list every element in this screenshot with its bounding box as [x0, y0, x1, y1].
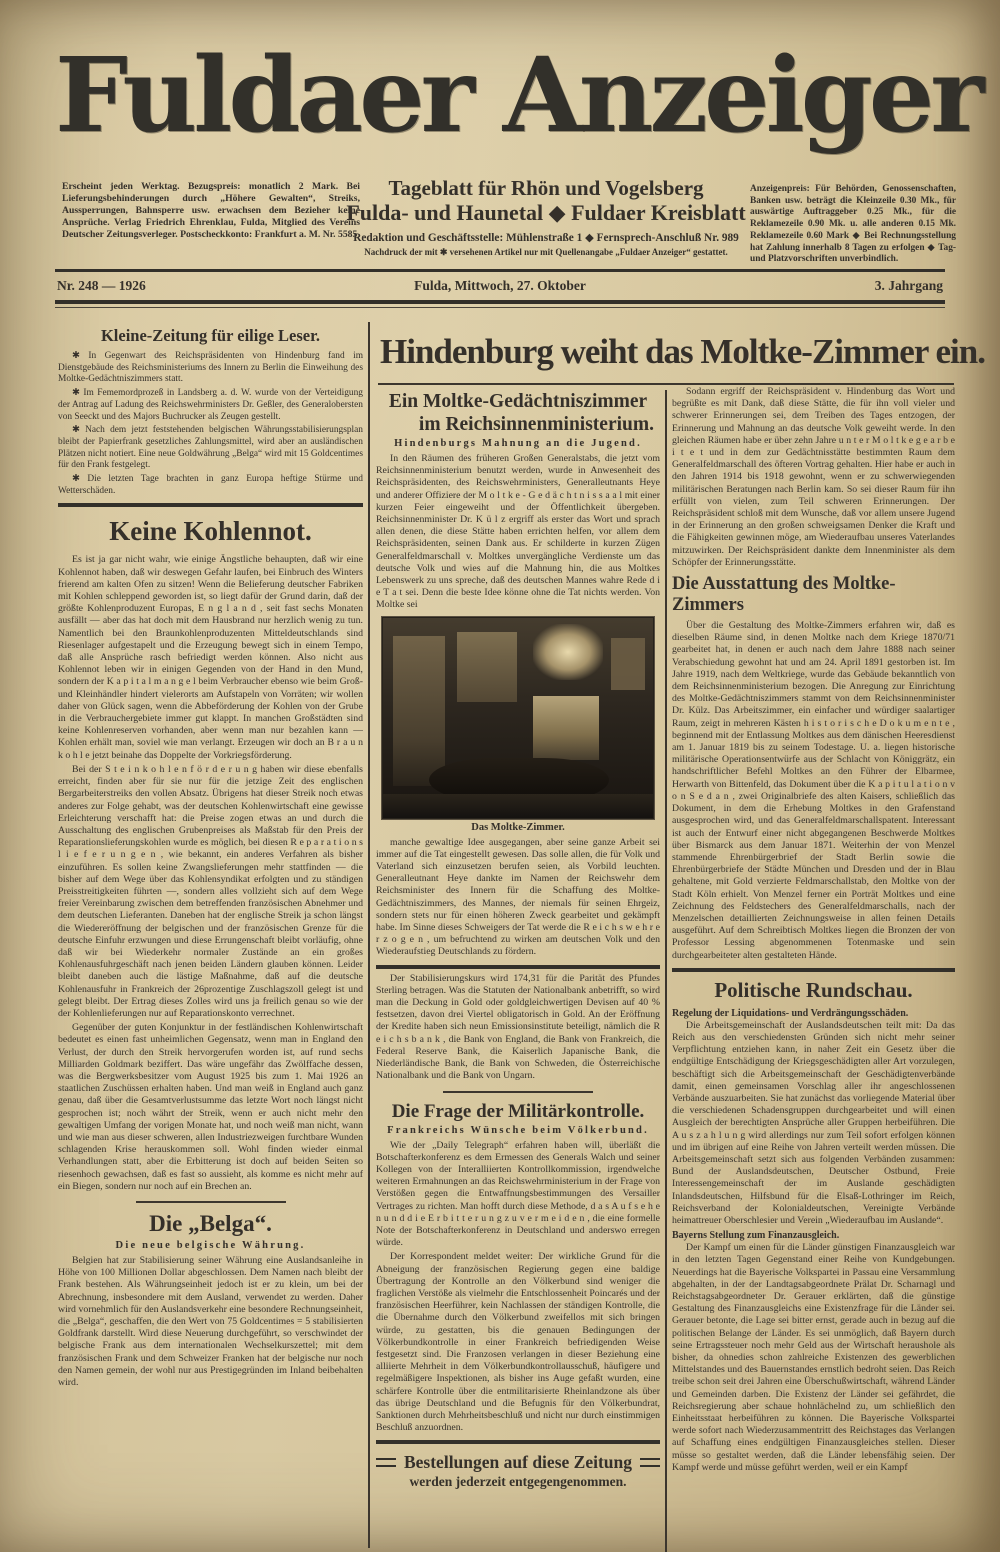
masthead-center — [332, 176, 760, 258]
photo-doorway — [393, 636, 445, 786]
ausstattung-heading: Die Ausstattung des Moltke-Zimmers — [672, 574, 896, 616]
article-paragraph: Der Kampf um einen für die Länder günstigen Finanzausgleich war in den letzten Tagen Gegenstand einer Reihe von Kundgebungen. Neuerdings hat die Bayerische Volkspartei in Passau eine Versammlung abgehalten, in der der Landtagsabgeordnete Prälat Dr. Scharnagl und Reichstagsabgeordneter Dr. Gerauer erklärten, daß die günstige Gestaltung des Finanzausgleichs eine Existenzfrage für die Länder sei. Gerauer betonte, die Lage sei bitter ernst, gerade auch in bezug auf die politischen Belange der Länder. Es sei unmöglich, daß Bayern durch seine Ertragssteuer noch mehr Geld aus der Wirtschaft heraushole als bisher, da ohnedies schon zahlreiche Existenzen des gewerblichen Mittelstandes und des Bauernstandes ernstlich bedroht seien. Das Reich treibe schon seit drei Jahren eine Überschußwirtschaft, während Länder und Gemeinden darben. Die Existenz der Länder sei gefährdet, die Reichsregierung aber schaue hohnlächelnd zu, um schließlich den Einheitsstaat herbeiführen zu können. Die Bayerische Volkspartei werde sofort nach Wiederzusammentritt des Reichstages das Verlangen auf Schaffung eines endgültigen Finanzausgleiches stellen. Dieser müsse so gestaltet werden, daß die Länder lebensfähig seien. Der Kampf werde und müsse geführt werden, weil er ein Kampf — [672, 1242, 955, 1473]
section-rule — [376, 1440, 660, 1444]
dash-ornament — [640, 1458, 660, 1467]
belga-article — [58, 1255, 363, 1389]
column-rule — [368, 322, 370, 1548]
ad-price-notice: Anzeigenpreis: Für Behörden, Genossenschaften, Banken usw. beträgt die Kleinzeile 0.30 Mk., für auswärtige Auftraggeber 0.25 Mk., für die Reklamezeile 0.90 Mk. u. alle anderen 0.15 Mk. Reklamezeile 0.60 Mark ◆ Bei Rechnungsstellung hat Zahlung innerhalb 8 Tagen zu erfolgen ◆ Tag- und Platzvorschriften unverbindlich. — [750, 184, 956, 265]
news-brief: ✱ Die letzten Tage brachten in ganz Europa heftige Stürme und Wetterschäden. — [58, 474, 363, 496]
separator-rule — [136, 1201, 286, 1203]
belga-subhead: Die neue belgische Währung. — [115, 1240, 306, 1251]
subscription-ad-line1: Bestellungen auf diese Zeitung — [403, 1452, 632, 1473]
photo-floor — [383, 794, 653, 818]
photo-portrait — [611, 638, 645, 690]
ausstattung-article — [672, 620, 955, 962]
article-paragraph: Bei der S t e i n k o h l e n f ö r d e r u n g haben wir diese ebenfalls erreicht, finden aber für sie nur für die jetzige Zeit des englischen Bergarbeiterstreiks den vollen Absatz. Übrigens hat dieser Streik noch etwas anderes zur Folge gehabt, was der deutschen Kohlenwirtschaft eine gewisse Erleichterung verschafft hat: die Preise zogen etwas an und durch die Ausschaltung des englischen Grubenpreises als Maßstab für den Preis der Reparationslieferungskohlen wurde es möglich, bei diesen R e p a r a t i o n s l i e f e r u n g e n , wie bekannt, ein anderes Verfahren als bisher einzuführen. Es sollen keine Zwangslieferungen mehr stattfinden — die bisher auf dem Wege über das Kohlensyndikat erfolgten und zu ständigen Preisstreitigkeiten führten —, sondern alles vollzieht sich auf dem Wege freier Vereinbarung zwischen dem betreffenden französischen Abnehmer und dem deutschen Lieferanten. Daneben hat der englische Streik ja schon längst die Wiedereröffnung der belgischen und der französischen Grenze für die deutsche Einfuhr erzwungen und diese Errungenschaft bleibt vorläufig, ohne daß wir bei Wiederkehr normaler Zustände an ein großes Kohlenausfuhrgeschäft nach jenen beiden Ländern glauben können. Leider bleibt daneben auch die lästige Maßnahme, daß auf die deutsche Kohlenausfuhr in Frankreich der 26prozentige Zuschlagszoll gelegt ist und gelegt bleibt. Der Ertrag dieses Zolles wird uns ja freilich genau so wie der der Kohlenlieferungen nur auf Reparationskonto verrechnet. — [58, 763, 363, 1019]
rundschau-section-title: Regelung der Liquidations- und Verdrängungsschäden. — [672, 1007, 909, 1019]
subtitle-line2: Fulda- und Haunetal ◆ Fuldaer Kreisblatt — [346, 200, 746, 225]
moltke-article-part2 — [376, 837, 660, 959]
rundschau-section-text — [672, 1020, 955, 1227]
newspaper-title: Fuldaer Anzeiger — [55, 35, 981, 156]
center-column — [376, 390, 660, 1550]
belga-heading: Die „Belga“. — [149, 1211, 272, 1236]
photo-chandelier — [533, 624, 603, 680]
heading-line: im Reichsinnenministerium. — [418, 414, 654, 435]
subscription-ad-row — [376, 1452, 660, 1473]
left-column — [58, 326, 363, 1548]
rundschau-section-title: Bayerns Stellung zum Finanzausgleich. — [672, 1230, 840, 1242]
kleine-zeitung-heading: Kleine-Zeitung für eilige Leser. — [100, 326, 321, 345]
issue-number: Nr. 248 — 1926 — [57, 278, 146, 293]
kohlennot-article — [58, 554, 363, 1193]
article-paragraph: Der Stabilisierungskurs wird 174,31 für die Parität des Pfundes Sterling betragen. Was die Statuten der Nationalbank anbetrifft, so wird man die Deckung in Gold oder goldgleichwertigen Devisen auf 40 % festsetzen, davon drei Viertel obligatorisch in Gold. An der Eröffnung der Kredite haben sich neun Emissionsinstitute beteiligt, nämlich die R e i c h s b a n k , die Bank von England, die Bank von Frankreich, die Federal Reserve Bank, die Kaiserlich Japanische Bank, die Niederländische Bank, die Bank von Schweden, die Österreichische Nationalbank und die Bank von Ungarn. — [376, 972, 660, 1082]
subscription-ad-line2: werden jederzeit entgegengenommen. — [409, 1474, 627, 1490]
heading-line: Ein Moltke-Gedächtniszimmer — [388, 391, 648, 412]
article-paragraph: Die Arbeitsgemeinschaft der Auslandsdeutschen teilt mit: Da das Reich aus den verschiedensten Gründen sich nicht mehr seiner Verpflichtung entziehen kann, in naher Zeit ein Gesetz über die endgültige Entschädigung der Kriegsgeschädigten aller Art vorzulegen, beschäftigt sich die Arbeitsgemeinschaft der Geschädigtenverbände damit, einen gemeinsamen Vorschlag aller ihr angeschlossenen Verbände auszuarbeiten. Sie hat zunächst das vorliegende Material über die verschiedenen Schadensgruppen durchgearbeitet und will einen Ausgleich der berechtigten Ansprüche aller Gruppen herbeiführen. Die A u s z a h l u n g wird allerdings nur zum Teil sofort erfolgen können und im übrigen auf eine Reihe von Jahren verteilt werden müssen. Die Arbeitsgemeinschaft setzt sich aus folgenden Verbänden zusammen: Bund der Auslandsdeutschen, Deutscher Ostbund, Freie Interessengemeinschaft der im Auslande geschädigten Inlandsdeutschen, Hilfsbund für die Elsaß-Lothringer im Reich, Reichsverband der Kolonialdeutschen, Vereinigte Verbände heimattreuer Oberschlesier und Verein „Wiederaufbau im Auslande“. — [672, 1019, 955, 1226]
photo-fireplace — [533, 696, 599, 760]
editorial-address: Redaktion und Geschäftsstelle: Mühlenstraße 1 ◆ Fernsprech-Anschluß Nr. 989 — [353, 232, 739, 244]
article-paragraph: Wie der „Daily Telegraph“ erfahren haben will, überläßt die Botschafterkonferenz es dem Ermessen des Generals Walch und seiner Kollegen von der Interalliierten Kontrollkommission, irgendwelche weiteren Ermahnungen an das Reichswehrministerium in der Frage von Verstößen gegen die Entwaffnungsbestimmungen des Versailler Vertrages zu richten. Man hofft durch diese Methode, d a s A u f s e h e n u n d d i e E r b i t t e r u n g z u v e r m e i d e n , die eine formelle Note der Botschafterkonferenz in Deutschland und anderswo erregen würde. — [376, 1139, 660, 1249]
rundschau-heading: Politische Rundschau. — [714, 977, 913, 1002]
section-rule — [376, 965, 660, 969]
horizontal-rule — [378, 383, 954, 385]
stabilisierung-note — [376, 973, 660, 1083]
section-rule — [58, 503, 363, 507]
rundschau-section-text — [672, 1242, 955, 1474]
moltke-subhead: Hindenburgs Mahnung an die Jugend. — [394, 438, 642, 449]
dash-ornament — [376, 1458, 396, 1467]
militaerkontrolle-heading: Die Frage der Militärkontrolle. — [391, 1100, 645, 1122]
moltke-article-heading — [376, 390, 660, 436]
column-rule — [665, 390, 667, 1552]
subscription-notice: Erscheint jeden Werktag. Bezugspreis: monatlich 2 Mark. Bei Lieferungsbehinderungen durch „Höhere Gewalten“, Streiks, Aussperrungen, Bahnsperre usw. erwachsen dem Bezieher keine Ansprüche. Verlag Friedrich Ehrenklau, Fulda, Mitglied des Vereins Deutscher Zeitungsverleger. Postscheckkonto: Frankfurt a. M. Nr. 5585 — [62, 181, 360, 241]
horizontal-rule — [55, 307, 945, 308]
article-paragraph: Über die Gestaltung des Moltke-Zimmers erfahren wir, daß es dieselben Räume sind, in denen Moltke nach dem Kriege 1870/71 gearbeitet hat, in denen er auch nach dem Jahre 1888 nach seiner Verabschiedung gewohnt hat und am 24. April 1891 gestorben ist. Im Jahre 1919, nach dem Weltkriege, wurde das Gebäude bekanntlich von dem Reichsinnenministerium bezogen. Die Anregung zur Einrichtung des Moltke-Gedächtniszimmers stammt von dem Reichsinnenminister Dr. Külz. Das Arbeitszimmer, ein einfacher und würdiger saalartiger Raum, zeigt in mehreren Kästen h i s t o r i s c h e D o k u m e n t e , beginnend mit der Entlassung Moltkes aus dem dänischen Heeresdienst am 1. Januar 1819 bis zu seinem Todestage. U. a. liegen historische militärische Operationsentwürfe aus der Schlacht von Königgrätz, ein handschriftlicher Befehl Moltkes an den Führer der Elbarmee, Herwarth von Bittenfeld, das Dokument über die K a p i t u l a t i o n v o n S e d a n , zwei Originalbriefe des alten Kaisers, schließlich das Dokument, in dem die Erhebung Moltkes in den Grafenstand ausgesprochen wird, und das Generalfeldmarschallspatent. Interessant ist auch der Entwurf einer nicht abgegangenen Beschwerde Moltkes über Bismarck aus dem Januar 1871. Weiterhin der von Menzel stammende Ehrenbürgerbrief der Stadt Berlin sowie die Ehrenbürgerbriefe der Städte München und Dresden und der in Blau gehaltene, mit Gold verzierte Feldmarschallstab, den Moltke von der Stadt Köln erhielt. Von Menzel ferner ein Porträt Moltkes und eine Zeichnung des Feldstechers des Generalfeldmarschalls, nach der Menzelschen detaillierten Zeichnungsweise in allen feinen Details ausgeführt. Auf dem Schreibtisch Moltkes liegen die Bronzen der von Professor Lessing abgenommenen Totenmaske und sein durchgearbeiteter alten gestalteten Hände. — [672, 620, 955, 961]
horizontal-rule — [55, 300, 945, 304]
article-paragraph: In den Räumen des früheren Großen Generalstabs, die jetzt vom Reichsinnenministerium benutzt werden, wurde in Anwesenheit des Reichspräsidenten, des Reichswehrministers, Generalleutnants Heye und anderer Offiziere der M o l t k e - G e d ä c h t n i s s a a l mit einer kurzen Feier eingeweiht und der Öffentlichkeit übergeben. Reichsinnenminister Dr. K ü l z ergriff als erster das Wort und sprach allen denen, die diese Stätte haben errichten helfen, vor allem dem Reichspräsidenten, seinen Dank aus. Er schilderte in kurzen Zügen Generalfeldmarschall v. Moltkes unvergängliche Verdienste um das deutsche Volk und wies auf die Mahnung hin, die aus Moltkes Lebenswerk zu uns spreche, daß des deutschen Mannes wahre Rede d i e T a t sei. Denn die beste Idee könne ohne die Tat nichts werden. Von Moltke sei — [376, 453, 660, 611]
article-paragraph: manche gewaltige Idee ausgegangen, aber seine ganze Arbeit sei immer auf die Tat eingestellt gewesen. Das solle allen, die für Volk und Vaterland sich einzusetzen berufen seien, als Vorbild leuchten. Generalleutnant Heye dankte im Namen der Reichswehr dem Reichsminister des Innern für die Schaffung des Moltke-Gedächtniszimmers, des Mannes, der niemals für seinen Ehrgeiz, sondern stets nur für einen höheren Zweck gearbeitet und gekämpft habe. Im Sinne dieses Schweigers der Tat werde die R e i c h s w e h r e r z o g e n , um befruchtend zu wirken am deutschen Volk und den Wiederaufstieg Deutschlands zu fördern. — [376, 836, 660, 958]
militaerkontrolle-article — [376, 1140, 660, 1435]
article-paragraph: Sodann ergriff der Reichspräsident v. Hindenburg das Wort und begrüßte es mit Dank, daß diese Stätte, die für ihn voll vieler und schwerer Erinnerungen sei, dem Treiben des Tages entzogen, der Erinnerung und Mahnung an das deutsche Volk geweiht werde. In den gleichen Räumen habe er über zehn Jahre u n t e r M o l t k e g e a r b e i t e t und in dem zur Gedächtnisstätte bestimmten Raum dem Generalfeldmarschall des öfteren Vortrag gehalten. Hier habe er auch in den Jahren 1914 bis 1918 gewohnt, wenn er zu schwerwiegenden militärischen Beratungen nach Berlin kam. So sei dieser Raum für ihn erfüllt von vielen, zum Teil schweren Erinnerungen. Der Reichspräsident schloß mit dem Wunsche, daß vor allem unsere Jugend in der Erinnerung an den großen schweigsamen Denker die Kraft und die Fähigkeiten gewinnen möge, am Wiederaufbau unseres Vaterlandes mitzuwirken. Der Reichspräsident dankte dem Innenminister als dem Schöpfer der Erinnerungsstätte. — [672, 386, 955, 568]
volume-label: 3. Jahrgang — [874, 278, 943, 293]
dateline — [55, 278, 945, 298]
article-paragraph: Belgien hat zur Stabilisierung seiner Währung eine Auslandsanleihe in Höhe von 100 Millionen Dollar abgeschlossen. Dem Namen nach bleibt der Frank bestehen. Als Währungseinheit jedoch ist er zu klein, um bei der Abrechnung, insbesondere mit dem Ausland, verwendet zu werden. Daher wird vornehmlich für den Auslandsverkehr eine besondere Rechnungseinheit, die „Belga“, geschaffen, die den Wert von 75 Goldcentimes = 5 stabilisierten Goldfrank darstellt. Wird diese Neuerung durchgeführt, so verschwindet der belgische Frank aus dem internationalen Wechselkurszettel; mit dem französischen Frank und dem Schweizer Franken hat der belgische nur noch den Namen gemein, der wohl nur aus Prestigegründen im Inland beibehalten wird. — [58, 1255, 363, 1389]
photo-wall-panel — [457, 632, 517, 702]
news-brief: ✱ Nach dem jetzt feststehenden belgischen Währungsstabilisierungsplan bleibt der Papierfrank gesetzliches Zahlungsmittel, wird aber an ausländischen Plätzen nicht notiert. Eine neue Goldwährung „Belga“ wird mit 15 Goldcentimes für den Frank festgelegt. — [58, 425, 363, 471]
horizontal-rule — [55, 269, 945, 272]
separator-rule — [443, 1091, 593, 1093]
subtitle-line1: Tageblatt für Rhön und Vogelsberg — [388, 176, 704, 200]
kleine-zeitung-items — [58, 351, 363, 497]
section-rule — [672, 968, 955, 972]
subscription-ad — [376, 1452, 660, 1490]
reprint-notice: Nachdruck der mit ✱ versehenen Artikel nur mit Quellenangabe „Fuldaer Anzeiger“ gestattet. — [364, 247, 728, 257]
moltke-room-photo — [382, 617, 654, 819]
militaerkontrolle-subhead: Frankreichs Wünsche beim Völkerbund. — [387, 1124, 649, 1136]
right-column — [672, 386, 955, 1550]
moltke-article-part1 — [376, 453, 660, 612]
issue-date: Fulda, Mittwoch, 27. Oktober — [414, 278, 586, 293]
article-paragraph: Gegenüber der guten Konjunktur in der festländischen Kohlenwirtschaft bedeutet es einen fast unheimlichen Gegensatz, wenn man in England den Verlust, der durch den Streik hervorgerufen worden ist, auf rund sechs Milliarden Goldmark beziffert. Das wäre ungefähr das Zwölffache dessen, was die Bergwerksbesitzer vom August 1925 bis zum 1. Mai 1926 an staatlichen Zuschüssen erhalten haben. Und man weiß in England auch ganz genau, daß über die Gesamtverlustsumme das letzte Wort noch längst nicht gesprochen ist; noch währt der Streik, wenn er auch nicht mehr den gewaltigen Umfang der vorigen Monate hat, und noch weiß man nicht, wann und wie man aus dieser schweren, allen Industriezweigen furchtbare Wunden schlagenden Krise herauskommen soll. Wohl finden wieder einmal Verhandlungen statt, aber die Erbitterung ist doch auf beiden Seiten so riesenhoch gewachsen, daß es fast so aussieht, als komme es nicht mehr auf ein Biegen, sondern nur noch auf ein Brechen an. — [58, 1022, 363, 1192]
photo-caption: Das Moltke-Zimmer. — [471, 821, 565, 833]
news-brief: ✱ Im Fememordprozeß in Landsberg a. d. W. wurde von der Verteidigung der Antrag auf Ladung des Reichswehrministers Dr. Geßler, des Generalobersten von Seeckt und des Majors Buchrucker als Zeugen gestellt. — [58, 388, 363, 422]
article-paragraph: Der Korrespondent meldet weiter: Der wirkliche Grund für die Abneigung der französischen Regierung gegen eine baldige Übertragung der Kontrolle an den Völkerbund sind weniger die fraglichen Verstöße als vielmehr die Entschlossenheit Poincarés und der französischen Heerführer, kein Nachlassen der ständigen Kontrolle, die die Übernahme durch den Völkerbund zweifellos mit sich bringen würde, zu gestatten, bis die genauen Bedingungen der Völkerbundkontrolle in einer Frankreich befriedigenden Weise festgesetzt sind. Die Franzosen verlangen in dieser Beziehung eine alliierte Mehrheit in dem Völkerbundkontrollausschuß, häufigere und regelmäßigere Inspektionen, als bisher ins Auge gefaßt wurden, eine schärfere Kontrolle über die entmilitarisierte Rheinlandzone als über das übrige Deutschland und die Befugnis für den Völkerbundrat, Sanktionen durch Mehrheitsbeschluß und nicht nur durch einstimmigen Beschluß anzuordnen. — [376, 1251, 660, 1434]
article-paragraph: Es ist ja gar nicht wahr, wie einige Ängstliche behaupten, daß wir eine Kohlennot haben, daß wir deswegen Gefahr laufen, bei Einbruch des Winters frierend am kalten Ofen zu sitzen! Wenn die Belieferung deutscher Fabriken mit Kohlen schleppend geworden ist, so liegt dafür der Grund darin, daß der größte Kohlenproduzent Europas, E n g l a n d , seit fast sechs Monaten ausfällt — aber das hat doch mit dem Hausbrand nur herzlich wenig zu tun. Namentlich bei den Braunkohlenproduzenten Mitteldeutschlands sind Riesenlager aufgestapelt und die Erzeugung bewegt sich in einem Tempo, daß alle Ansprüche rasch befriedigt werden können. Also nicht aus Kohlennot leben wir in einigen Gegenden von der Hand in den Mund, sondern der K a p i t a l m a n g e l beim Verbraucher ebenso wie beim Groß- und Kleinhändler hindert vielerorts am Aufstapeln von Vorräten; wir wollen daher von Glück sagen, wenn die Abbeförderung der Kohlen von der Grube in die Verbrauchergebiete immer gut klappt. In manchen Großstädten sind keine Kohlenreserven vorhanden, aber wenn man nur bezahlen kann — Kohlen erhält man, soviel wie man verlangt. Erzeugen wir doch an B r a u n k o h l e jetzt beinahe das Doppelte der Vorkriegsförderung. — [58, 554, 363, 761]
hindenburg-speech-continuation — [672, 386, 955, 569]
news-brief: ✱ In Gegenwart des Reichspräsidenten von Hindenburg fand im Dienstgebäude des Reichsministeriums des Innern zu Berlin die Einweihung des Moltke-Gedächtniszimmers statt. — [58, 351, 363, 385]
kohlennot-heading: Keine Kohlennot. — [109, 516, 312, 547]
main-headline: Hindenburg weiht das Moltke-Zimmer ein. — [380, 332, 985, 371]
